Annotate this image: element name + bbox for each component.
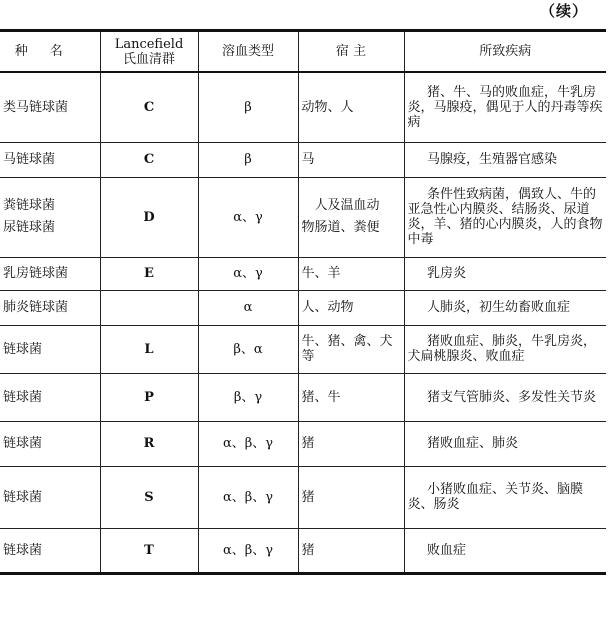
table-row <box>0 257 606 290</box>
cell-disease: 猪败血症、肺炎 <box>404 421 606 466</box>
cell-disease: 小猪败血症、关节炎、脑膜炎、肠炎 <box>404 466 606 528</box>
table-row <box>0 466 606 528</box>
cell-name <box>0 373 100 421</box>
cell-hemolysis: α <box>198 290 298 325</box>
cell-group: E <box>100 257 198 290</box>
cell-disease: 猪败血症、肺炎，牛乳房炎，犬扁桃腺炎、败血症 <box>404 325 606 373</box>
cell-group: C <box>100 142 198 177</box>
cell-name-line: 链球菌 <box>3 489 43 505</box>
cell-name <box>0 466 100 528</box>
cell-host <box>298 325 404 373</box>
cell-host <box>298 72 404 142</box>
cell-group: P <box>100 373 198 421</box>
header-group-line1: Lancefield <box>114 36 184 52</box>
cell-disease: 乳房炎 <box>404 257 606 290</box>
cell-disease: 败血症 <box>404 528 606 573</box>
cell-host <box>298 373 404 421</box>
table-row <box>0 72 606 142</box>
header-group <box>100 31 198 73</box>
header-row <box>0 31 606 73</box>
cell-host-line: 猪 <box>301 489 315 505</box>
table-row <box>0 528 606 573</box>
cell-group <box>100 290 198 325</box>
cell-name-line: 链球菌 <box>3 389 43 405</box>
header-name: 种名 <box>0 31 100 73</box>
cell-name <box>0 325 100 373</box>
table-row <box>0 177 606 257</box>
cell-host-line: 物肠道、粪便 <box>301 220 380 235</box>
cell-hemolysis: α、β、γ <box>198 421 298 466</box>
cell-name-line: 链球菌 <box>3 542 43 558</box>
table-row <box>0 142 606 177</box>
header-host: 宿 主 <box>298 31 404 73</box>
cell-host <box>298 290 404 325</box>
cell-name <box>0 72 100 142</box>
cell-host-line: 猪、牛 <box>301 389 341 405</box>
cell-name <box>0 528 100 573</box>
cell-group: R <box>100 421 198 466</box>
cell-host-line: 动物、人 <box>301 99 354 115</box>
cell-group: S <box>100 466 198 528</box>
cell-host-line: 猪 <box>301 436 315 451</box>
table-row <box>0 421 606 466</box>
cell-group: T <box>100 528 198 573</box>
cell-host <box>298 177 404 257</box>
cell-group: D <box>100 177 198 257</box>
cell-host-line: 人及温血动 <box>314 198 380 213</box>
cell-name-line: 链球菌 <box>3 341 43 357</box>
cell-disease: 人肺炎，初生幼畜败血症 <box>404 290 606 325</box>
cell-hemolysis: β、γ <box>198 373 298 421</box>
table-row <box>0 325 606 373</box>
header-disease: 所致疾病 <box>404 31 606 73</box>
cell-host <box>298 142 404 177</box>
cell-host-line: 猪 <box>301 542 315 558</box>
cell-name-line: 粪链球菌 <box>3 198 56 213</box>
header-group-line2: 氏血清群 <box>122 51 175 67</box>
streptococcus-table <box>0 29 606 575</box>
table-row <box>0 290 606 325</box>
cell-host-line: 人、动物 <box>301 300 354 315</box>
cell-hemolysis: α、γ <box>198 177 298 257</box>
cell-group: C <box>100 72 198 142</box>
cell-host <box>298 257 404 290</box>
table-row <box>0 373 606 421</box>
cell-name <box>0 177 100 257</box>
header-hemolysis: 溶血类型 <box>198 31 298 73</box>
cell-host-line: 牛、猪、禽、犬等 <box>301 334 393 364</box>
cell-host <box>298 528 404 573</box>
cell-hemolysis: β、α <box>198 325 298 373</box>
cell-name <box>0 257 100 290</box>
cell-name <box>0 142 100 177</box>
cell-name-line: 肺炎链球菌 <box>3 300 69 315</box>
cell-hemolysis: β <box>198 142 298 177</box>
cell-host <box>298 466 404 528</box>
cell-name-line: 类马链球菌 <box>3 99 69 115</box>
cell-name-line: 乳房链球菌 <box>3 266 69 281</box>
continued-label: （续） <box>539 2 588 20</box>
cell-disease: 条件性致病菌，偶致人、牛的亚急性心内膜炎、结肠炎、尿道炎，羊、猪的心内膜炎，人的食物中毒 <box>404 177 606 257</box>
cell-name <box>0 421 100 466</box>
cell-name-line: 链球菌 <box>3 436 43 451</box>
cell-name-line: 马链球菌 <box>3 152 56 167</box>
cell-disease: 马腺疫，生殖器官感染 <box>404 142 606 177</box>
cell-host <box>298 421 404 466</box>
cell-hemolysis: α、γ <box>198 257 298 290</box>
cell-group: L <box>100 325 198 373</box>
cell-disease: 猪、牛、马的败血症，牛乳房炎，马腺疫，偶见于人的丹毒等疾病 <box>404 72 606 142</box>
cell-host-line: 马 <box>301 152 315 167</box>
cell-hemolysis: α、β、γ <box>198 466 298 528</box>
cell-hemolysis: α、β、γ <box>198 528 298 573</box>
cell-name-line: 尿链球菌 <box>3 220 56 235</box>
cell-name <box>0 290 100 325</box>
cell-host-line: 牛、羊 <box>301 266 341 281</box>
cell-disease: 猪支气管肺炎、多发性关节炎 <box>404 373 606 421</box>
cell-hemolysis: β <box>198 72 298 142</box>
table-body <box>0 72 606 573</box>
